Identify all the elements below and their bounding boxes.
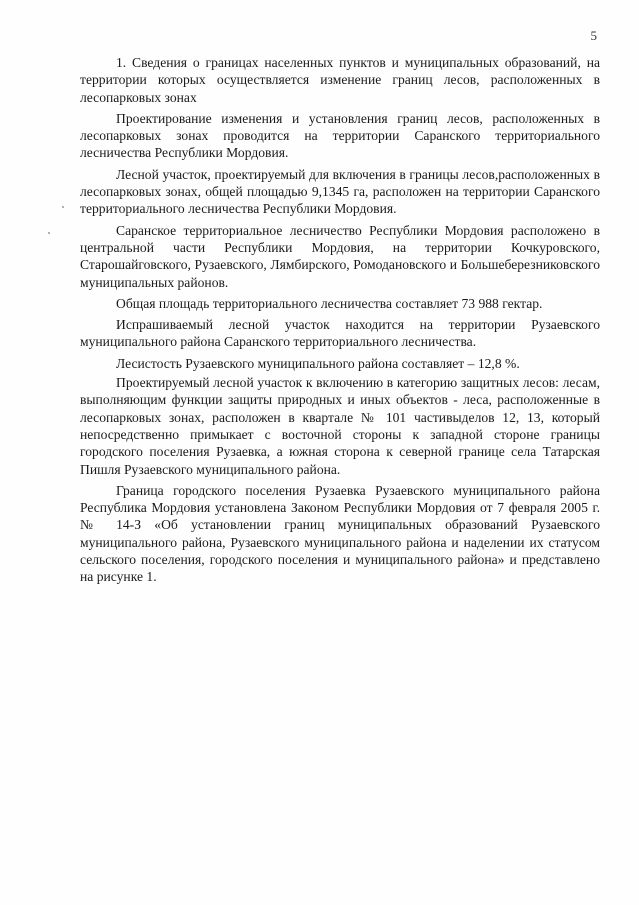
paragraph-total-area: Общая площадь территориального лесничества составляет 73 988 гектар.: [116, 295, 543, 311]
paragraph-settlement-border: Граница городского поселения Рузаевка Рузаевского муниципального района Республика Мордовия установлена Законом Республики Мордовия от 7 февраля 2005 г. № 14-З «Об установлении границ муниципальных образований Рузаевского муниципального района, Рузаевского муниципального района и наделении их статусом сельского поселения, городского поселения и муниципального района» и представлено на рисунке 1.: [80, 482, 600, 585]
paragraph-forestry-location: Саранское территориальное лесничество Республики Мордовия расположено в центральной части Республики Мордовия, на территории Кочкуровского, Старошайговского, Рузаевского, Лямбирского, Ромодановского и Большеберезниковского муниципальных районов.: [80, 222, 600, 290]
page-number: 5: [590, 28, 597, 43]
paragraph-forest-cover: Лесистость Рузаевского муниципального района составляет – 12,8 %.: [116, 355, 520, 371]
document-body: [80, 54, 600, 590]
paragraph-requested-plot: Испрашиваемый лесной участок находится на территории Рузаевского муниципального района Саранского территориального лесничества.: [80, 317, 600, 350]
scan-speck: [62, 206, 64, 208]
paragraph-design-territory: Проектирование изменения и установления границ лесов, расположенных в лесопарковых зонах проводится на территории Саранского территориального лесничества Республики Мордовия.: [80, 110, 600, 161]
section-heading-paragraph: 1. Сведения о границах населенных пунктов и муниципальных образований, на территории которых осуществляется изменение границ лесов, расположенных в лесопарковых зонах: [80, 55, 600, 105]
paragraph-forest-plot: Лесной участок, проектируемый для включения в границы лесов,расположенных в лесопарковых зонах, общей площадью 9,1345 га, расположен на территории Саранского территориального лесничества Республики Мордовия.: [80, 166, 600, 217]
scan-speck: [48, 232, 50, 234]
paragraph-protective-category: Проектируемый лесной участок к включению в категорию защитных лесов: лесам, выполняющим функции защиты природных и иных объектов - леса, расположенные в лесопарковых зонах, расположен в квартале № 101 частивыделов 12, 13, который непосредственно примыкает с восточной стороны к западной стороне границы городского поселения Рузаевка, а южная сторона к северной границе села Татарская Пишля Рузаевского муниципального района.: [80, 375, 600, 477]
